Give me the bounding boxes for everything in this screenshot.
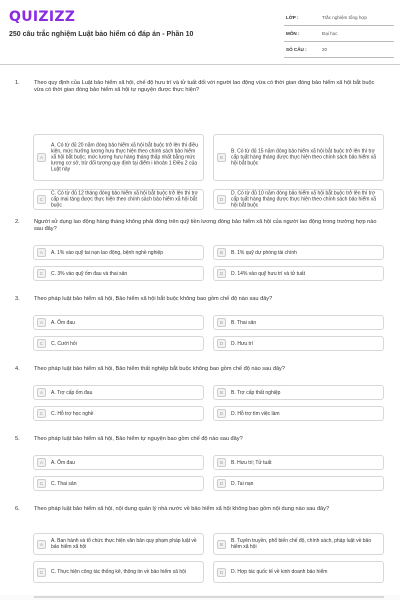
option-c[interactable] bbox=[33, 336, 204, 351]
option-letter: B bbox=[217, 388, 226, 397]
option-text: B. Tuyên truyền, phổ biến chế độ, chính sách, pháp luật về bảo hiểm xã hội bbox=[231, 537, 372, 550]
option-text: D. Hỗ trợ tìm việc làm bbox=[231, 410, 280, 417]
option-c[interactable] bbox=[33, 189, 204, 210]
question-text: Theo pháp luật bảo hiểm xã hội, Bảo hiểm tự nguyện bao gồm chế độ nào sau đây? bbox=[34, 436, 243, 442]
meta-key: LỚP : bbox=[286, 15, 299, 20]
option-text: C. Thực hiện công tác thống kê, thông tin về bảo hiểm xã hội bbox=[51, 568, 187, 575]
option-letter: D bbox=[217, 195, 226, 204]
option-letter: A bbox=[37, 318, 46, 327]
option-text: A. Ốm đau bbox=[51, 319, 75, 326]
option-letter: D bbox=[217, 568, 226, 577]
option-letter: A bbox=[37, 540, 46, 549]
option-text: C. 3% vào quỹ ốm đau và thai sản bbox=[51, 270, 128, 277]
option-text: A. Ban hành và tổ chức thực hiện văn bản quy phạm pháp luật về bảo hiểm xã hội bbox=[51, 537, 197, 550]
question-text: Người sử dụng lao động hàng tháng không phải đóng trên quỹ tiền lương đóng bảo hiểm xã hội của người lao động trong trường hợp nào sau đây? bbox=[34, 219, 377, 233]
meta-value: Đại học bbox=[322, 31, 338, 36]
meta-row-subject bbox=[284, 26, 394, 42]
option-letter: C bbox=[37, 195, 46, 204]
option-letter: C bbox=[37, 269, 46, 278]
option-a[interactable] bbox=[33, 455, 204, 470]
option-b[interactable] bbox=[213, 533, 384, 555]
option-letter: C bbox=[37, 409, 46, 418]
option-c[interactable] bbox=[33, 476, 204, 491]
question-text: Theo pháp luật bảo hiểm xã hội, nội dung quản lý nhà nước về bảo hiểm xã hội không bao gồm nội dung nào sau đây? bbox=[34, 506, 330, 512]
option-letter: A bbox=[37, 458, 46, 467]
option-letter: B bbox=[217, 458, 226, 467]
option-b[interactable] bbox=[213, 455, 384, 470]
option-letter: D bbox=[217, 409, 226, 418]
option-letter: B bbox=[217, 248, 226, 257]
worksheet-header bbox=[0, 0, 400, 64]
question-number: 2. bbox=[15, 219, 20, 225]
option-d[interactable] bbox=[213, 266, 384, 281]
option-text: A. 1% vào quỹ tai nạn lao động, bệnh nghề nghiệp bbox=[51, 249, 164, 256]
meta-value: 20 bbox=[322, 47, 328, 52]
option-letter: A bbox=[37, 153, 46, 162]
option-c[interactable] bbox=[33, 561, 204, 583]
option-text: C. Cưới hỏi bbox=[51, 340, 77, 347]
option-letter: B bbox=[217, 318, 226, 327]
question-number: 6. bbox=[15, 506, 20, 512]
option-letter: C bbox=[37, 568, 46, 577]
question-number: 3. bbox=[15, 296, 20, 302]
option-text: D. Tai nạn bbox=[231, 480, 254, 487]
option-a[interactable] bbox=[33, 315, 204, 330]
meta-key: MÔN : bbox=[286, 31, 300, 36]
option-letter: C bbox=[37, 339, 46, 348]
quizizz-logo: QUIZIZZ bbox=[9, 9, 76, 25]
option-text: C. Hỗ trợ học nghề bbox=[51, 410, 94, 417]
option-text: C. Có từ đủ 12 tháng đóng bảo hiểm xã hội bắt buộc trở lên thì trợ cấp mai táng được thực hiện theo chính sách bảo hiểm xã hội bắt buộc bbox=[51, 190, 198, 209]
option-text: A. Trợ cấp ốm đau bbox=[51, 389, 93, 396]
option-a[interactable] bbox=[33, 245, 204, 260]
next-question-text-fragment bbox=[34, 596, 384, 598]
option-letter: D bbox=[217, 479, 226, 488]
option-text: C. Thai sản bbox=[51, 480, 77, 487]
option-text: B. Hưu trí; Tử tuất bbox=[231, 459, 272, 466]
option-text: A. Ốm đau bbox=[51, 459, 75, 466]
option-b[interactable] bbox=[213, 245, 384, 260]
option-letter: D bbox=[217, 339, 226, 348]
question-number: 5. bbox=[15, 436, 20, 442]
option-letter: C bbox=[37, 479, 46, 488]
option-letter: A bbox=[37, 388, 46, 397]
question-number: 1. bbox=[15, 80, 20, 86]
question-number: 4. bbox=[15, 366, 20, 372]
header-divider bbox=[0, 64, 400, 65]
meta-row-count bbox=[284, 42, 394, 58]
option-text: B. Trợ cấp thất nghiệp bbox=[231, 389, 281, 396]
question-text: Theo pháp luật bảo hiểm xã hội, Bảo hiểm thất nghiệp bắt buộc không bao gồm chế độ nào sau đây? bbox=[34, 366, 285, 372]
meta-key: SỐ CÂU : bbox=[286, 47, 307, 52]
option-text: B. Có từ đủ 15 năm đóng bảo hiểm xã hội bắt buộc trở lên thì trợ cấp tuất hàng tháng được thực hiện theo chính sách bảo hiểm xã hội bắt buộc bbox=[231, 148, 377, 167]
option-text: D. 14% vào quỹ hưu trí và tử tuất bbox=[231, 270, 305, 277]
option-letter: B bbox=[217, 540, 226, 549]
option-d[interactable] bbox=[213, 336, 384, 351]
option-c[interactable] bbox=[33, 266, 204, 281]
option-letter: B bbox=[217, 153, 226, 162]
option-text: D. Hưu trí bbox=[231, 340, 253, 347]
option-d[interactable] bbox=[213, 561, 384, 583]
option-a[interactable] bbox=[33, 385, 204, 400]
option-text: D. Hợp tác quốc tế về kinh doanh bảo hiểm bbox=[231, 568, 328, 575]
option-text: A. Có từ đủ 20 năm đóng bảo hiểm xã hội bắt buộc trở lên thì điều kiện, mức hưởng lương hưu thực hiện theo chính sách bảo hiểm xã hội bắt buộc; mức lương hưu hàng tháng thấp nhất bằng mức lương cơ sở, trừ đối tượng quy định tại điểm i khoản 1 Điều 2 của Luật này bbox=[51, 141, 198, 173]
option-d[interactable] bbox=[213, 476, 384, 491]
option-d[interactable] bbox=[213, 406, 384, 421]
option-letter: D bbox=[217, 269, 226, 278]
option-letter: A bbox=[37, 248, 46, 257]
question-text: Theo quy định của Luật bảo hiểm xã hội, chế độ hưu trí và tử tuất đối với người lao động vừa có thời gian đóng bảo hiểm xã hội bắt buộc vừa có thời gian đóng bảo hiểm xã hội tự nguyện được thực hiện? bbox=[34, 80, 375, 94]
option-a[interactable] bbox=[33, 533, 204, 555]
worksheet-meta bbox=[284, 10, 394, 58]
option-c[interactable] bbox=[33, 406, 204, 421]
option-d[interactable] bbox=[213, 189, 384, 210]
worksheet-title: 250 câu trắc nghiệm Luật bảo hiểm có đáp án - Phần 10 bbox=[9, 31, 194, 38]
option-b[interactable] bbox=[213, 385, 384, 400]
meta-row-class bbox=[284, 10, 394, 26]
option-text: B. 1% quỹ dự phòng tài chính bbox=[231, 249, 297, 256]
option-a[interactable] bbox=[33, 134, 204, 181]
question-text: Theo pháp luật bảo hiểm xã hội, Bảo hiểm xã hội bắt buộc không bao gồm chế độ nào sau đây? bbox=[34, 296, 273, 302]
meta-value: Trắc nghiệm tổng hợp bbox=[322, 15, 367, 20]
option-text: D. Có từ đủ 10 năm đóng bảo hiểm xã hội bắt buộc trở lên thì trợ cấp tuất hàng tháng được thực hiện theo chính sách bảo hiểm xã hội bắt buộc bbox=[231, 190, 377, 209]
option-b[interactable] bbox=[213, 134, 384, 181]
option-b[interactable] bbox=[213, 315, 384, 330]
option-text: B. Thai sản bbox=[231, 319, 257, 326]
